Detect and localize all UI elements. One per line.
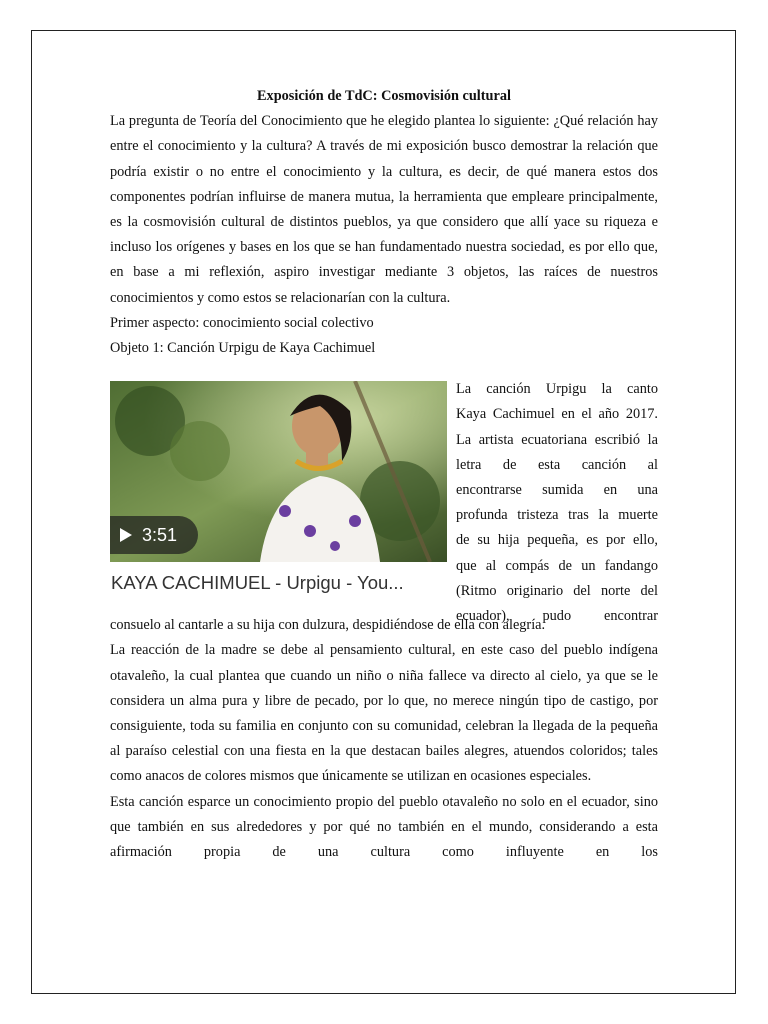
object-line: Objeto 1: Canción Urpigu de Kaya Cachimuel — [110, 340, 376, 357]
video-duration: 3:51 — [142, 524, 178, 545]
side-line: de su hija pequeña, es por ello, — [456, 532, 658, 549]
side-line: La artista ecuatoriana escribió la — [456, 431, 658, 448]
play-icon — [120, 528, 132, 542]
side-line: que al compás de un fandango — [456, 557, 658, 574]
side-text — [456, 377, 658, 629]
document-body — [110, 84, 658, 865]
video-thumbnail[interactable] — [110, 381, 447, 562]
intro-paragraph: La pregunta de Teoría del Conocimiento que he elegido plantea lo siguiente: ¿Qué relación hay entre el conocimiento y la cultura? A través de mi exposición busco demostrar la relación que podría existir o no entre el conocimiento y la cultura, es decir, de qué manera estos dos componentes podrían influirse de manera mutua, la herramienta que empleare principalmente, es la cosmovisión cultural de distintos pueblos, ya que considero que allí yace su riqueza e incluso los orígenes y bases en los que se han fundamentado nuestra sociedad, es por ello que, en base a mi reflexión, aspiro investigar mediante 3 objetos, las raíces de nuestros conocimientos y como estos se relacionarían con la cultura. — [110, 113, 658, 306]
side-line: Kaya Cachimuel en el año 2017. — [456, 406, 658, 423]
paragraph-3: Esta canción esparce un conocimiento propio del pueblo otavaleño no solo en el ecuador, sino que también en sus alrededores y por qué no también en el mundo, considerando a esta afirmación propia de una cultura como influyente en los — [110, 793, 658, 861]
side-line: La canción Urpigu la canto — [456, 381, 658, 398]
video-caption[interactable]: KAYA CACHIMUEL - Urpigu - You... — [111, 572, 404, 594]
aspect-line: Primer aspecto: conocimiento social colectivo — [110, 314, 374, 331]
media-block — [110, 377, 658, 625]
side-line: ecuador), pudo encontrar — [456, 608, 658, 625]
paragraph-2: La reacción de la madre se debe al pensamiento cultural, en este caso del pueblo indígena otavaleño, la cual plantea que cuando un niño o niña fallece va directo al cielo, ya que se le considera un alma pura y libre de pecado, por lo que, no merece ningún tipo de castigo, por consiguiente, toda su familia en conjunto con su comunidad, celebran la llegada de la pequeña al paraíso celestial con una fiesta en la que destacan bailes alegres, atuendos coloridos; tales como anacos de colores mismos que únicamente se utilizan en ocasiones especiales. — [110, 642, 658, 785]
side-line: (Ritmo originario del norte del — [456, 582, 658, 599]
side-line: encontrarse sumida en una — [456, 482, 658, 499]
duration-badge[interactable] — [110, 516, 198, 554]
continuation-line: consuelo al cantarle a su hija con dulzura, despidiéndose de ella con alegría. — [110, 617, 546, 634]
side-line: profunda tristeza tras la muerte — [456, 507, 658, 524]
side-line: letra de esta canción al — [456, 456, 658, 473]
document-title: Exposición de TdC: Cosmovisión cultural — [257, 88, 511, 104]
